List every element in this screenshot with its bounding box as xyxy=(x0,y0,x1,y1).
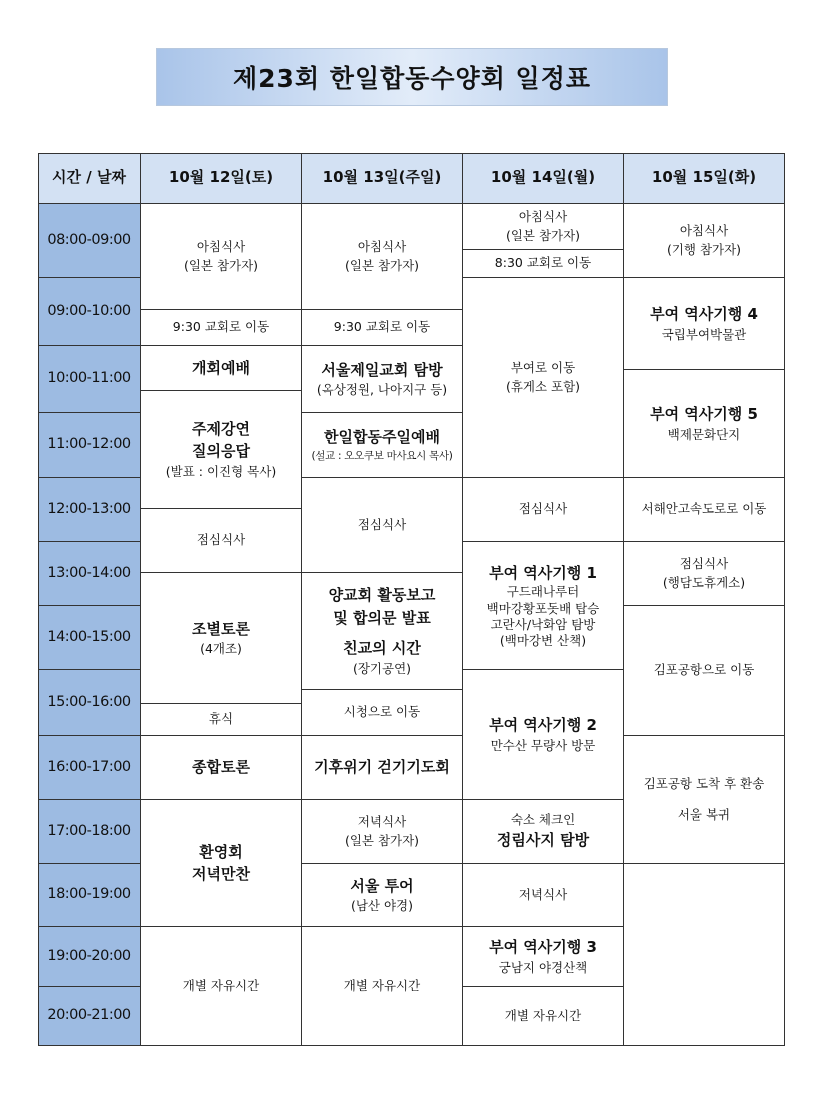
event-label: 부여 역사기행 3 xyxy=(489,938,597,957)
event-buyeo-trip-3 xyxy=(463,927,624,987)
event-note: (4개조) xyxy=(200,641,242,657)
event-checkin-jeongnimsa xyxy=(463,800,624,864)
event-label: 한일합동주일예배 xyxy=(324,428,440,447)
event-label: 부여로 이동 xyxy=(510,360,576,376)
event-general-discussion xyxy=(141,736,302,800)
event-note: (백마강변 산책) xyxy=(499,633,587,648)
event-label: 점심식사 xyxy=(679,556,729,572)
event-note: (일본 참가자) xyxy=(183,257,259,273)
event-breakfast xyxy=(302,204,463,310)
header-day-4: 10월 15일(화) xyxy=(624,153,785,204)
event-note: (장기공연) xyxy=(352,660,412,676)
event-label: 김포공항 도착 후 환송 xyxy=(643,776,765,792)
event-lunch: 점심식사 xyxy=(463,478,624,542)
event-lecture xyxy=(141,391,302,509)
event-label: 정림사지 탐방 xyxy=(496,831,590,850)
event-label: 조별토론 xyxy=(192,619,250,638)
event-label: 부여 역사기행 5 xyxy=(650,405,758,424)
event-label: 서울 복귀 xyxy=(677,806,731,822)
event-label: 저녁식사 xyxy=(357,814,407,830)
event-note: (기행 참가자) xyxy=(666,241,742,257)
event-free-time: 개별 자유시간 xyxy=(463,987,624,1046)
event-label: 기후위기 걷기기도회 xyxy=(314,758,450,777)
event-note: (설교 : 오오쿠보 마사요시 목사) xyxy=(311,449,453,462)
event-group-discussion xyxy=(141,573,302,704)
time-slot: 19:00-20:00 xyxy=(38,927,141,987)
event-welcome-dinner xyxy=(141,800,302,927)
time-slot: 12:00-13:00 xyxy=(38,478,141,542)
event-label: 숙소 체크인 xyxy=(510,812,576,828)
event-label: 아침식사 xyxy=(196,239,246,255)
event-label: 개회예배 xyxy=(192,358,250,377)
event-note: (휴게소 포함) xyxy=(505,378,581,394)
event-move-church: 8:30 교회로 이동 xyxy=(463,250,624,278)
event-note: (남산 야경) xyxy=(350,898,414,914)
event-label: 주제강연 xyxy=(192,419,250,438)
event-label: 질의응답 xyxy=(192,442,250,461)
time-slot: 16:00-17:00 xyxy=(38,736,141,800)
event-buyeo-trip-1 xyxy=(463,542,624,670)
header-day-3: 10월 14일(월) xyxy=(463,153,624,204)
event-buyeo-trip-4 xyxy=(624,278,785,370)
event-dinner: 저녁식사 xyxy=(463,864,624,927)
event-rest: 휴식 xyxy=(141,704,302,736)
event-note: 백마강황포돗배 탑승 xyxy=(486,600,600,616)
event-label: 환영회 xyxy=(199,842,243,861)
event-label: 및 합의문 발표 xyxy=(333,608,431,627)
event-label: 아침식사 xyxy=(679,223,729,239)
event-move-gimpo: 김포공항으로 이동 xyxy=(624,606,785,736)
event-breakfast xyxy=(463,204,624,250)
time-slot: 10:00-11:00 xyxy=(38,346,141,413)
event-note: 만수산 무량사 방문 xyxy=(490,737,596,753)
event-note: (일본 참가자) xyxy=(344,257,420,273)
event-move-church: 9:30 교회로 이동 xyxy=(302,310,463,346)
event-note: 백제문화단지 xyxy=(667,426,741,442)
time-slot: 17:00-18:00 xyxy=(38,800,141,864)
empty-cell xyxy=(624,864,785,1046)
event-label: 아침식사 xyxy=(357,239,407,255)
time-slot: 08:00-09:00 xyxy=(38,204,141,278)
event-label: 아침식사 xyxy=(518,209,568,225)
event-buyeo-trip-5 xyxy=(624,370,785,478)
event-label: 서울제일교회 탐방 xyxy=(321,360,443,379)
page-title: 제23회 한일합동수양회 일정표 xyxy=(156,48,668,106)
event-note: 국립부여박물관 xyxy=(661,326,747,342)
event-move-church: 9:30 교회로 이동 xyxy=(141,310,302,346)
event-lunch: 점심식사 xyxy=(302,478,463,573)
time-slot: 13:00-14:00 xyxy=(38,542,141,606)
event-label: 서울 투어 xyxy=(350,876,414,895)
event-seoul-tour xyxy=(302,864,463,927)
event-free-time: 개별 자유시간 xyxy=(141,927,302,1046)
event-label: 부여 역사기행 1 xyxy=(489,563,597,582)
event-label: 저녁만찬 xyxy=(192,865,250,883)
event-label: 종합토론 xyxy=(192,758,250,777)
event-free-time: 개별 자유시간 xyxy=(302,927,463,1046)
event-move-highway: 서해안고속도로로 이동 xyxy=(624,478,785,542)
time-slot: 09:00-10:00 xyxy=(38,278,141,346)
time-slot: 11:00-12:00 xyxy=(38,413,141,478)
event-opening-worship xyxy=(141,346,302,391)
event-note: (일본 참가자) xyxy=(505,227,581,243)
time-slot: 18:00-19:00 xyxy=(38,864,141,927)
event-breakfast xyxy=(141,204,302,310)
event-note: (옥상정원, 나아지구 등) xyxy=(316,382,448,398)
event-note: (일본 참가자) xyxy=(344,832,420,848)
event-report-fellowship xyxy=(302,573,463,690)
event-arrive-gimpo xyxy=(624,736,785,864)
event-seoul-church-tour xyxy=(302,346,463,413)
header-corner: 시간 / 날짜 xyxy=(38,153,141,204)
event-joint-worship xyxy=(302,413,463,478)
event-note: 궁남지 야경산책 xyxy=(498,959,588,975)
event-note: 구드래나루터 xyxy=(506,584,580,600)
event-label: 부여 역사기행 2 xyxy=(489,716,597,735)
event-label: 친교의 시간 xyxy=(343,639,421,658)
event-label: 부여 역사기행 4 xyxy=(650,305,758,324)
event-buyeo-trip-2 xyxy=(463,670,624,800)
event-note: (발표 : 이진형 목사) xyxy=(165,463,277,479)
event-move-buyeo xyxy=(463,278,624,478)
event-lunch xyxy=(624,542,785,606)
event-note: 고란사/낙화암 탐방 xyxy=(490,616,596,632)
header-day-1: 10월 12일(토) xyxy=(141,153,302,204)
time-slot: 20:00-21:00 xyxy=(38,987,141,1046)
event-breakfast xyxy=(624,204,785,278)
event-note: (행담도휴게소) xyxy=(662,574,746,590)
event-label: 양교회 활동보고 xyxy=(328,586,436,605)
time-slot: 14:00-15:00 xyxy=(38,606,141,670)
event-lunch: 점심식사 xyxy=(141,509,302,573)
event-move-cityhall: 시청으로 이동 xyxy=(302,690,463,736)
event-climate-walk xyxy=(302,736,463,800)
event-dinner xyxy=(302,800,463,864)
time-slot: 15:00-16:00 xyxy=(38,670,141,736)
header-day-2: 10월 13일(주일) xyxy=(302,153,463,204)
